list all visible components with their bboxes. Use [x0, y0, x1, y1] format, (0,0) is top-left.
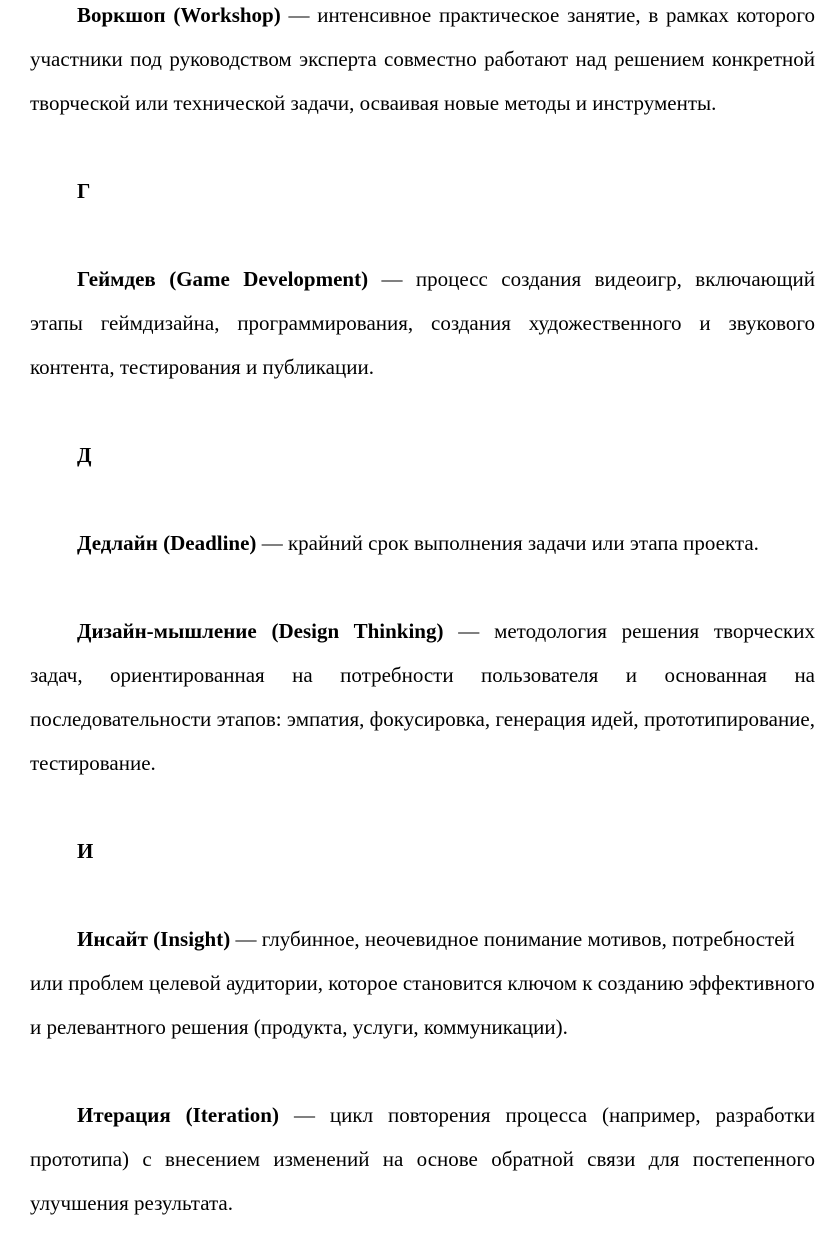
glossary-entry-iteration	[30, 1093, 815, 1225]
glossary-term: Инсайт (Insight)	[77, 927, 231, 951]
glossary-definition: — интенсивное практическое занятие, в рамках которого участники под руководством эксперта совместно работают над решением конкретной творческой или технической задачи, осваивая новые методы и инструменты.	[30, 3, 815, 115]
glossary-entry-gamedev	[30, 257, 815, 389]
glossary-definition: — крайний срок выполнения задачи или этапа проекта.	[256, 531, 759, 555]
glossary-term: Итерация (Iteration)	[77, 1103, 279, 1127]
glossary-definition: — глубинное, неочевидное понимание мотивов, потребностей или проблем целевой аудитории, которое становится ключом к созданию эффективного и релевантного решения (продукта, услуги, коммуникации).	[30, 927, 815, 1039]
glossary-term: Воркшоп (Workshop)	[77, 3, 281, 27]
glossary-definition: — процесс создания видеоигр, включающий этапы геймдизайна, программирования, создания художественного и звукового контента, тестирования и публикации.	[30, 267, 815, 379]
section-letter-i: И	[77, 839, 94, 863]
glossary-term: Дизайн-мышление (Design Thinking)	[77, 619, 444, 643]
glossary-term: Дедлайн (Deadline)	[77, 531, 257, 555]
section-letter-g: Г	[77, 179, 91, 203]
section-letter-d: Д	[77, 443, 92, 467]
glossary-definition: — цикл повторения процесса (например, разработки прототипа) с внесением изменений на основе обратной связи для постепенного улучшения результата.	[30, 1103, 816, 1215]
glossary-entry-deadline	[30, 521, 815, 565]
glossary-definition: — методология решения творческих задач, ориентированная на потребности пользователя и основанная на последовательности этапов: эмпатия, фокусировка, генерация идей, прототипирование, тестирование.	[30, 619, 815, 775]
glossary-entry-design-thinking	[30, 609, 815, 785]
glossary-term: Геймдев (Game Development)	[77, 267, 369, 291]
glossary-entry-insight	[30, 917, 815, 1049]
glossary-page	[30, 0, 815, 1225]
glossary-entry-workshop	[30, 0, 815, 125]
